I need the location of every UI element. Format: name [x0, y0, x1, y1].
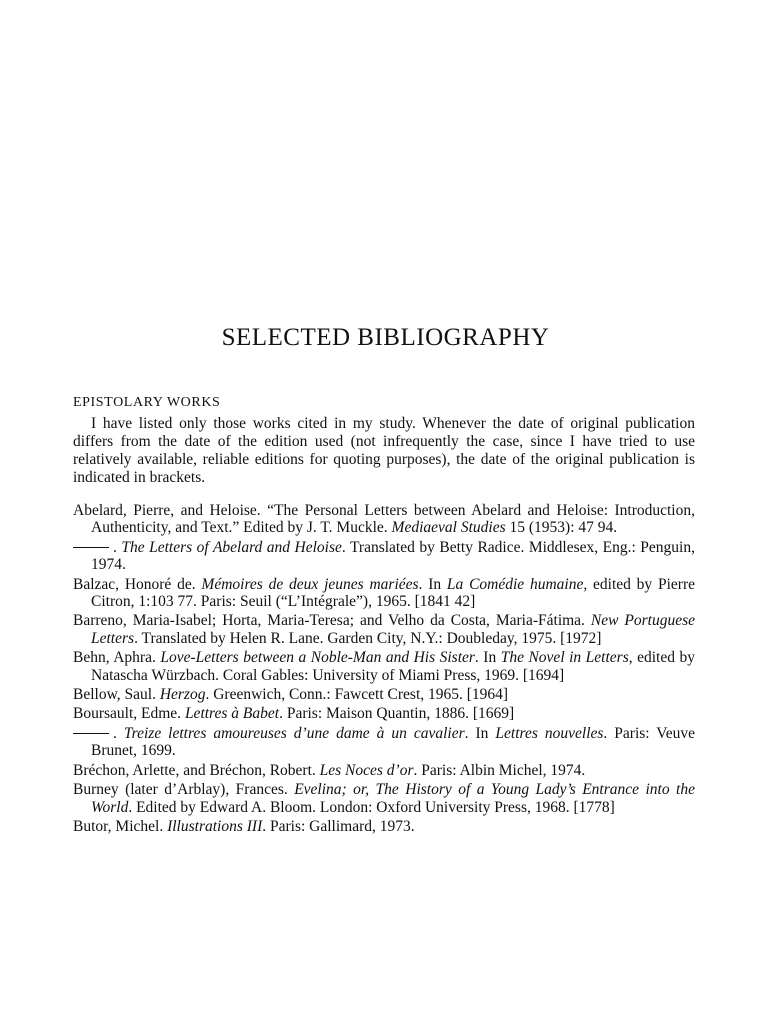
bibliography-page — [73, 0, 698, 1024]
entry-text: . Paris: Gallimard, 1973. — [262, 817, 415, 835]
entry-text: “The Personal Letters between Abelard and Heloise: Introduction, Authenticity, and Text.” Edited by J. T. Muckle. — [91, 502, 695, 537]
entry-title: Mémoires de deux jeunes mariées — [201, 575, 419, 593]
entry-text: . Translated by Helen R. Lane. Garden City, N.Y.: Doubleday, 1975. [1972] — [134, 629, 602, 647]
entry-title: Lettres à Babet — [184, 705, 280, 723]
section-intro: I have listed only those works cited in my study. Whenever the date of original publication differs from the date of the edition used (not infrequently the case, since I have tried to use relatively available, reliable editions for quoting purposes), the date of the original publication is indicated in brackets. — [73, 415, 695, 486]
entry-text: . — [113, 724, 124, 742]
entry-author: Burney (later d’Arblay), Frances. — [73, 781, 288, 799]
entry-container-title: The Novel in Letters — [500, 649, 629, 667]
bibliography-entry — [73, 818, 695, 835]
section-heading: EPISTOLARY WORKS — [73, 395, 221, 410]
bibliography-entry — [73, 539, 695, 574]
entry-text: . Paris: Albin Michel, 1974. — [413, 761, 586, 779]
bibliography-entry — [73, 612, 695, 647]
entry-title: Love-Letters between a Noble-Man and His Sister — [160, 649, 475, 667]
entry-text: . — [113, 538, 122, 556]
entry-author: Butor, Michel. — [73, 817, 164, 835]
entry-text: , edited by Pierre Citron, 1:103 77. Paris: Seuil (“L’Intégrale”), 1965. [1841 42] — [91, 575, 695, 611]
entry-text: . Paris: Maison Quantin, 1886. [1669] — [279, 705, 515, 723]
repeat-author-dash — [73, 733, 109, 734]
entry-title: Les Noces d’or — [319, 761, 414, 779]
entry-text: , edited by Natascha Würzbach. Coral Gables: University of Miami Press, 1969. [1694] — [91, 649, 695, 684]
entry-text: . In — [418, 575, 447, 593]
entry-author: Bellow, Saul. — [73, 686, 156, 704]
entry-author: Barreno, Maria-Isabel; Horta, Maria-Teresa; and Velho da Costa, Maria-Fátima. — [73, 612, 585, 630]
bibliography-entry — [73, 762, 695, 779]
entry-author: Balzac, Honoré de. — [73, 575, 196, 593]
bibliography-entry — [73, 502, 695, 537]
entry-container-title: La Comédie humaine — [446, 575, 584, 593]
entry-title: The Letters of Abelard and Heloise — [121, 538, 342, 556]
bibliography-entry — [73, 725, 695, 760]
entry-text: 15 (1953): 47 94. — [505, 519, 618, 537]
entry-text: . Edited by Edward A. Bloom. London: Oxford University Press, 1968. [1778] — [128, 798, 615, 816]
entry-text: . Paris: Veuve Brunet, 1699. — [91, 724, 696, 760]
entry-title: Treize lettres amoureuses d’une dame à un cavalier — [123, 724, 465, 742]
bibliography-entry — [73, 649, 695, 684]
entry-title: Illustrations III — [167, 817, 263, 835]
bibliography-entry — [73, 705, 695, 722]
entry-title: New Portuguese Letters — [91, 612, 695, 647]
bibliography-entry — [73, 576, 695, 611]
entry-title: Mediaeval Studies — [391, 519, 506, 537]
page-title: SELECTED BIBLIOGRAPHY — [221, 324, 550, 351]
entry-text: . Greenwich, Conn.: Fawcett Crest, 1965. [1964] — [205, 686, 509, 704]
bibliography-entry — [73, 781, 695, 816]
entry-author: Bréchon, Arlette, and Bréchon, Robert. — [73, 761, 316, 779]
repeat-author-dash — [73, 547, 109, 548]
entry-title: Evelina; or, The History of a Young Lady’s Entrance into the World — [91, 781, 695, 816]
bibliography-entry — [73, 686, 695, 703]
entry-author: Behn, Aphra. — [73, 649, 156, 667]
entry-text: . In — [464, 724, 496, 742]
bibliography-list — [73, 502, 695, 837]
entry-text: . In — [474, 649, 501, 667]
entry-container-title: Lettres nouvelles — [495, 724, 604, 742]
entry-title: Herzog — [159, 686, 206, 704]
entry-text: . Translated by Betty Radice. Middlesex, Eng.: Penguin, 1974. — [91, 538, 695, 574]
entry-author: Boursault, Edme. — [73, 705, 182, 723]
entry-author: Abelard, Pierre, and Heloise. — [73, 502, 261, 519]
